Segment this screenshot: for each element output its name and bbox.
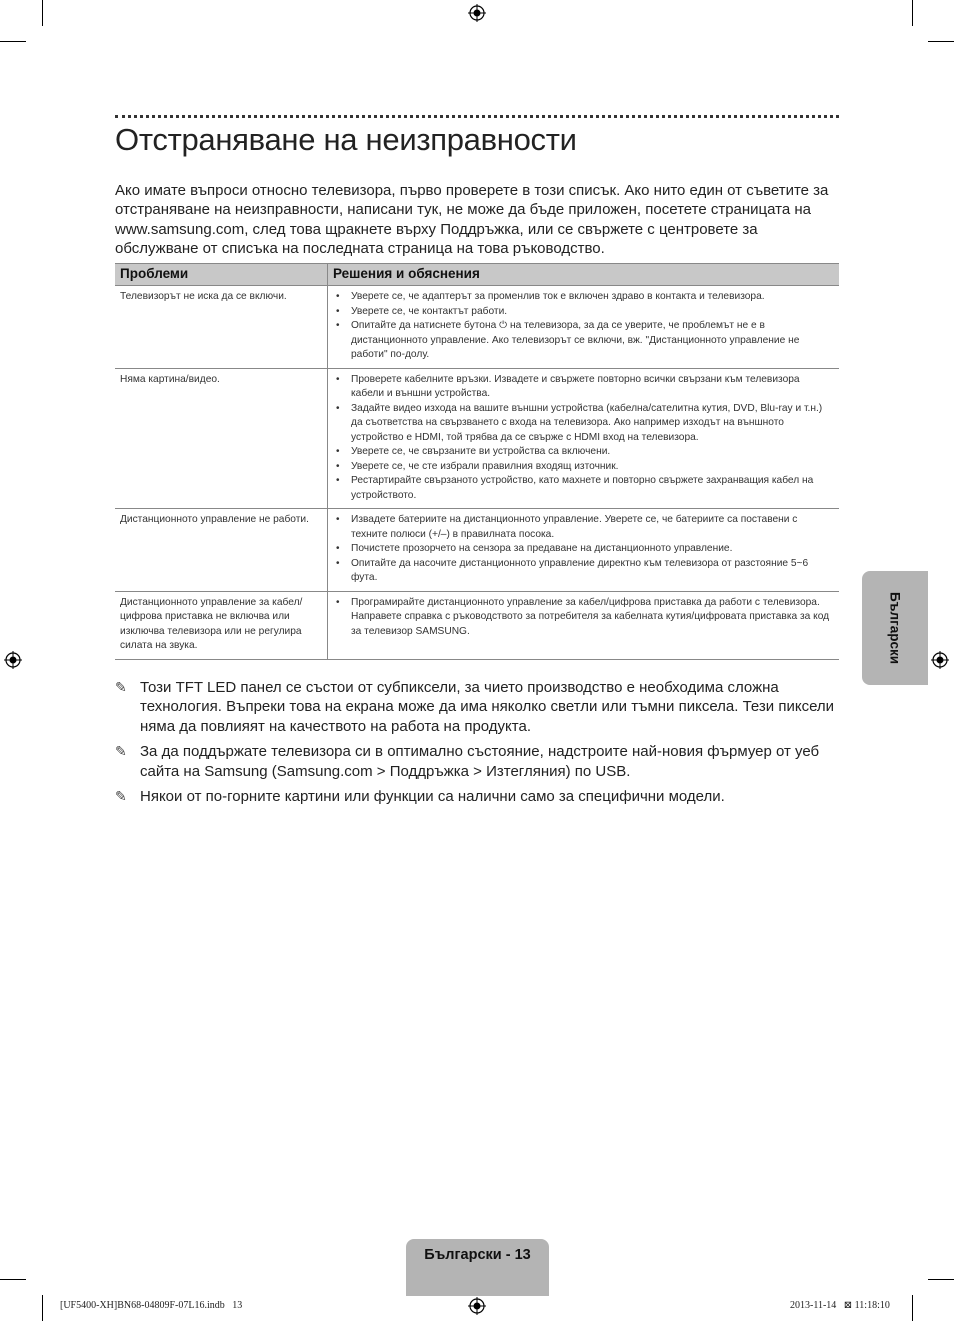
crop-mark [912, 1295, 913, 1321]
language-side-tab [862, 571, 928, 685]
table-row [115, 368, 839, 509]
solutions-list [334, 373, 834, 504]
solutions-cell [328, 368, 840, 509]
solutions-list [334, 596, 834, 640]
page-number-tab [406, 1239, 549, 1296]
problem-cell: Телевизорът не иска да се включи. [115, 286, 328, 369]
registration-mark-icon [4, 651, 22, 669]
note-item [115, 678, 843, 736]
solution-item: • Уверете се, че свързаните ви устройства са включени. [334, 445, 834, 460]
troubleshooting-table [115, 263, 839, 660]
note-item [115, 787, 843, 806]
crop-mark [42, 0, 43, 26]
solution-item: • Извадете батериите на дистанционното управление. Уверете се, че батериите са поставени с техните полюси (+/–) в правилната посока. [334, 513, 834, 542]
crop-mark [912, 0, 913, 26]
print-file-info: [UF5400-XH]BN68-04809F-07L16.indb 13 [60, 1300, 243, 1311]
solution-item: • Опитайте да натиснете бутона ⏻ на телевизора, за да се уверите, че проблемът не е в дистанционното управление. Ако телевизорът се включи, вж. "Дистанционното управление не работи" по-долу. [334, 319, 834, 363]
solution-item: • Опитайте да насочите дистанционното управление директно към телевизора от разстояние 5~6 фута. [334, 557, 834, 586]
solution-item: • Уверете се, че сте избрали правилния входящ източник. [334, 460, 834, 475]
solution-item: • Проверете кабелните връзки. Извадете и свържете повторно всички свързани към телевизора кабели и външни устройства. [334, 373, 834, 402]
page-title: Отстраняване на неизправности [115, 122, 577, 157]
solution-item: • Уверете се, че адаптерът за променлив ток е включен здраво в контакта и телевизора. [334, 290, 834, 305]
crop-mark [0, 41, 26, 42]
note-text: Този TFT LED панел се състои от субпиксели, за чието производство е необходима сложна технология. Въпреки това на екрана може да има няколко светли или тъмни пиксела. Тези пиксели няма да повлияят на качеството на работа на продукта. [140, 679, 835, 735]
pencil-note-icon: ✎ [115, 744, 127, 761]
page-number-label: Български - 13 [424, 1247, 531, 1263]
table-row [115, 286, 839, 369]
note-item [115, 742, 843, 781]
registration-mark-icon [931, 651, 949, 669]
solutions-cell [328, 591, 840, 659]
solution-item: • Програмирайте дистанционното управление за кабел/цифрова приставка да работи с телевизора. Направете справка с ръководството за потребителя за кабелната кутия/цифровата приставка за код за телевизор SAMSUNG. [334, 596, 834, 640]
problem-cell: Няма картина/видео. [115, 368, 328, 509]
registration-mark-icon [468, 4, 486, 22]
solutions-cell [328, 286, 840, 369]
column-header-problems: Проблеми [115, 264, 328, 286]
problem-cell: Дистанционното управление не работи. [115, 509, 328, 592]
note-text: За да поддържате телевизора си в оптимално състояние, надстроите най-новия фърмуер от уеб сайта на Samsung (Samsung.com > Поддръжка > Изтегляния) по USB. [140, 743, 820, 780]
pencil-note-icon: ✎ [115, 789, 127, 806]
solution-item: • Рестартирайте свързаното устройство, като махнете и повторно свържете захранващия кабел на устройството. [334, 474, 834, 503]
title-divider [115, 115, 839, 118]
solutions-list [334, 513, 834, 586]
notes-section [115, 678, 843, 813]
table-header-row [115, 264, 839, 286]
crop-mark [928, 1279, 954, 1280]
pencil-note-icon: ✎ [115, 680, 127, 696]
print-timestamp: 2013-11-14 ⊠ 11:18:10 [790, 1300, 890, 1311]
solutions-list [334, 290, 834, 363]
problem-cell: Дистанционното управление за кабел/цифрова приставка не включва или изключва телевизора или не регулира силата на звука. [115, 591, 328, 659]
registration-mark-icon [468, 1297, 486, 1315]
solutions-cell [328, 509, 840, 592]
table-row [115, 509, 839, 592]
column-header-solutions: Решения и обяснения [328, 264, 840, 286]
note-text: Някои от по-горните картини или функции са налични само за специфични модели. [140, 788, 725, 806]
crop-mark [42, 1295, 43, 1321]
solution-item: • Уверете се, че контактът работи. [334, 305, 834, 320]
table-row [115, 591, 839, 659]
intro-paragraph: Ако имате въпроси относно телевизора, първо проверете в този списък. Ако нито един от съветите за отстраняване на неизправности, написани тук, не може да бъде приложен, посетете страницата на www.samsung.com, след това щракнете върху Поддръжка, или се свържете с центровете за обслужване от списъка на последната страница на това ръководство. [115, 182, 829, 257]
language-side-tab-label: Български [887, 591, 903, 665]
solution-item: • Задайте видео изхода на вашите външни устройства (кабелна/сателитна кутия, DVD, Blu-ray и т.н.) да съответства на свързването с входа на телевизора. Ако например изходът на външното устройство е HDMI, той трябва да се свърже с HDMI вход на телевизора. [334, 402, 834, 446]
solution-item: • Почистете прозорчето на сензора за предаване на дистанционното управление. [334, 542, 834, 557]
crop-mark [928, 41, 954, 42]
crop-mark [0, 1279, 26, 1280]
